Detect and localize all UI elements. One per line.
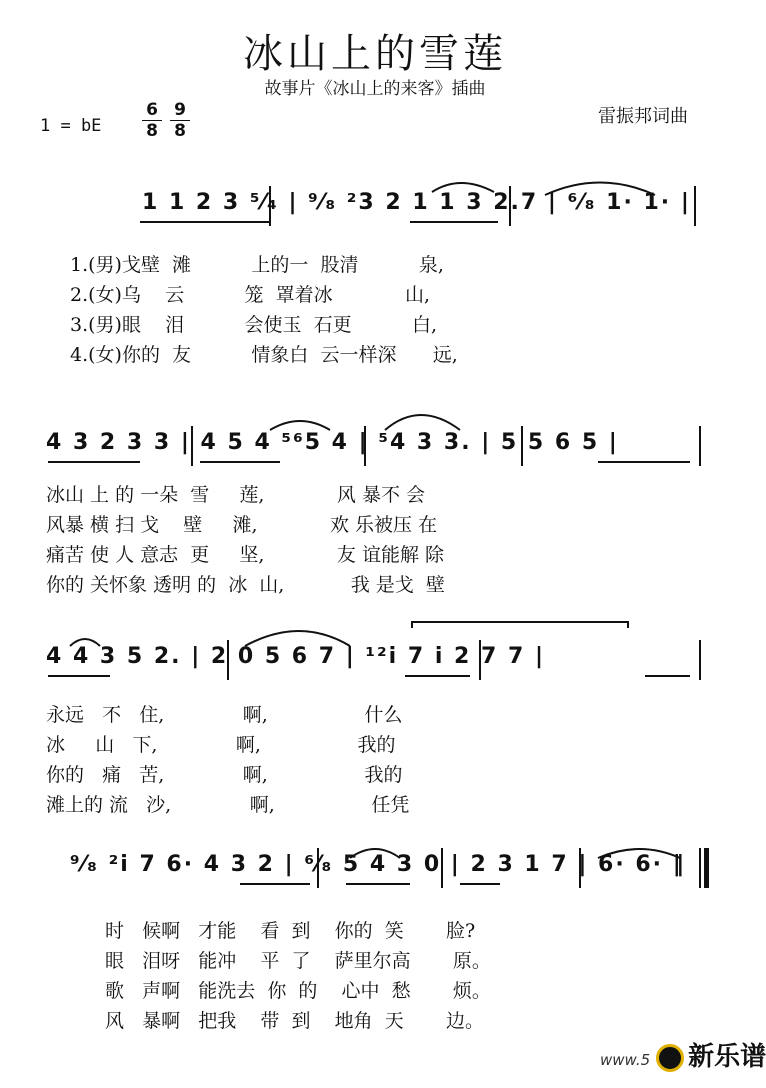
site-url: www.5 (600, 1051, 651, 1069)
lyric-line: 滩上的 流 沙, 啊, 任凭 (46, 794, 410, 816)
notation-line-1: 1 1 2 3 ⁵⁄₄ | ⁹⁄₈ ²3 2 1 1 3 2.7 | ⁶⁄₈ 1· 1· | (142, 190, 691, 215)
lyric-line: 冰山 上 的 一朵 雪 莲, 风 暴不 会 (46, 484, 425, 506)
lyrics-block-2 (46, 480, 445, 600)
notation-line-3: 4 4 3 5 2. | 2 0 5 6 7 | ¹²i 7 i 2 7 7 | (46, 644, 545, 669)
brand-name: 新乐谱 (688, 1042, 766, 1072)
lyric-line: 痛苦 使 人 意志 更 坚, 友 谊能解 除 (46, 544, 444, 566)
lyric-line: 时 候啊 才能 看 到 你的 笑 脸? (105, 920, 476, 942)
lyric-line: 1.(男)戈壁 滩 上的一 股清 泉, (70, 254, 444, 276)
lyrics-block-1 (70, 250, 458, 370)
lyric-line: 2.(女)乌 云 笼 罩着冰 山, (70, 284, 431, 306)
lyric-line: 冰 山 下, 啊, 我的 (46, 734, 396, 756)
notation-line-4: ⁹⁄₈ ²i 7 6· 4 3 2 | ⁶⁄₈ 5 4 3 0 | 2 3 1 7 | 6· 6· ‖ (70, 852, 686, 877)
lyric-line: 你的 痛 苦, 啊, 我的 (46, 764, 403, 786)
lyrics-block-4 (105, 916, 491, 1036)
time-signature-9-8: 9 8 (170, 100, 190, 141)
notation-line-2: 4 3 2 3 3 | 4 5 4 ⁵⁶5 4 | ⁵4 3 3. | 5 5 6 5 | (46, 430, 619, 455)
lyric-line: 你的 关怀象 透明 的 冰 山, 我 是戈 壁 (46, 574, 445, 596)
author-credit: 雷振邦词曲 (598, 106, 688, 127)
lyric-line: 4.(女)你的 友 情象白 云一样深 远, (70, 344, 458, 366)
lyric-line: 歌 声啊 能洗去 你 的 心中 愁 烦。 (105, 980, 491, 1002)
lyric-line: 3.(男)眼 泪 会使玉 石更 白, (70, 314, 438, 336)
lyrics-block-3 (46, 700, 409, 820)
disc-icon (656, 1044, 684, 1072)
lyric-line: 风 暴啊 把我 带 到 地角 天 边。 (105, 1010, 484, 1032)
key-signature: 1 = bE (40, 116, 102, 136)
time-signature-6-8: 6 8 (142, 100, 162, 141)
site-logo (600, 1036, 766, 1073)
song-subtitle: 故事片《冰山上的来客》插曲 (264, 79, 486, 99)
lyric-line: 永远 不 住, 啊, 什么 (46, 704, 403, 726)
lyric-line: 风暴 横 扫 戈 壁 滩, 欢 乐被压 在 (46, 514, 438, 536)
song-title: 冰山上的雪莲 (243, 31, 507, 77)
lyric-line: 眼 泪呀 能冲 平 了 萨里尔高 原。 (105, 950, 491, 972)
